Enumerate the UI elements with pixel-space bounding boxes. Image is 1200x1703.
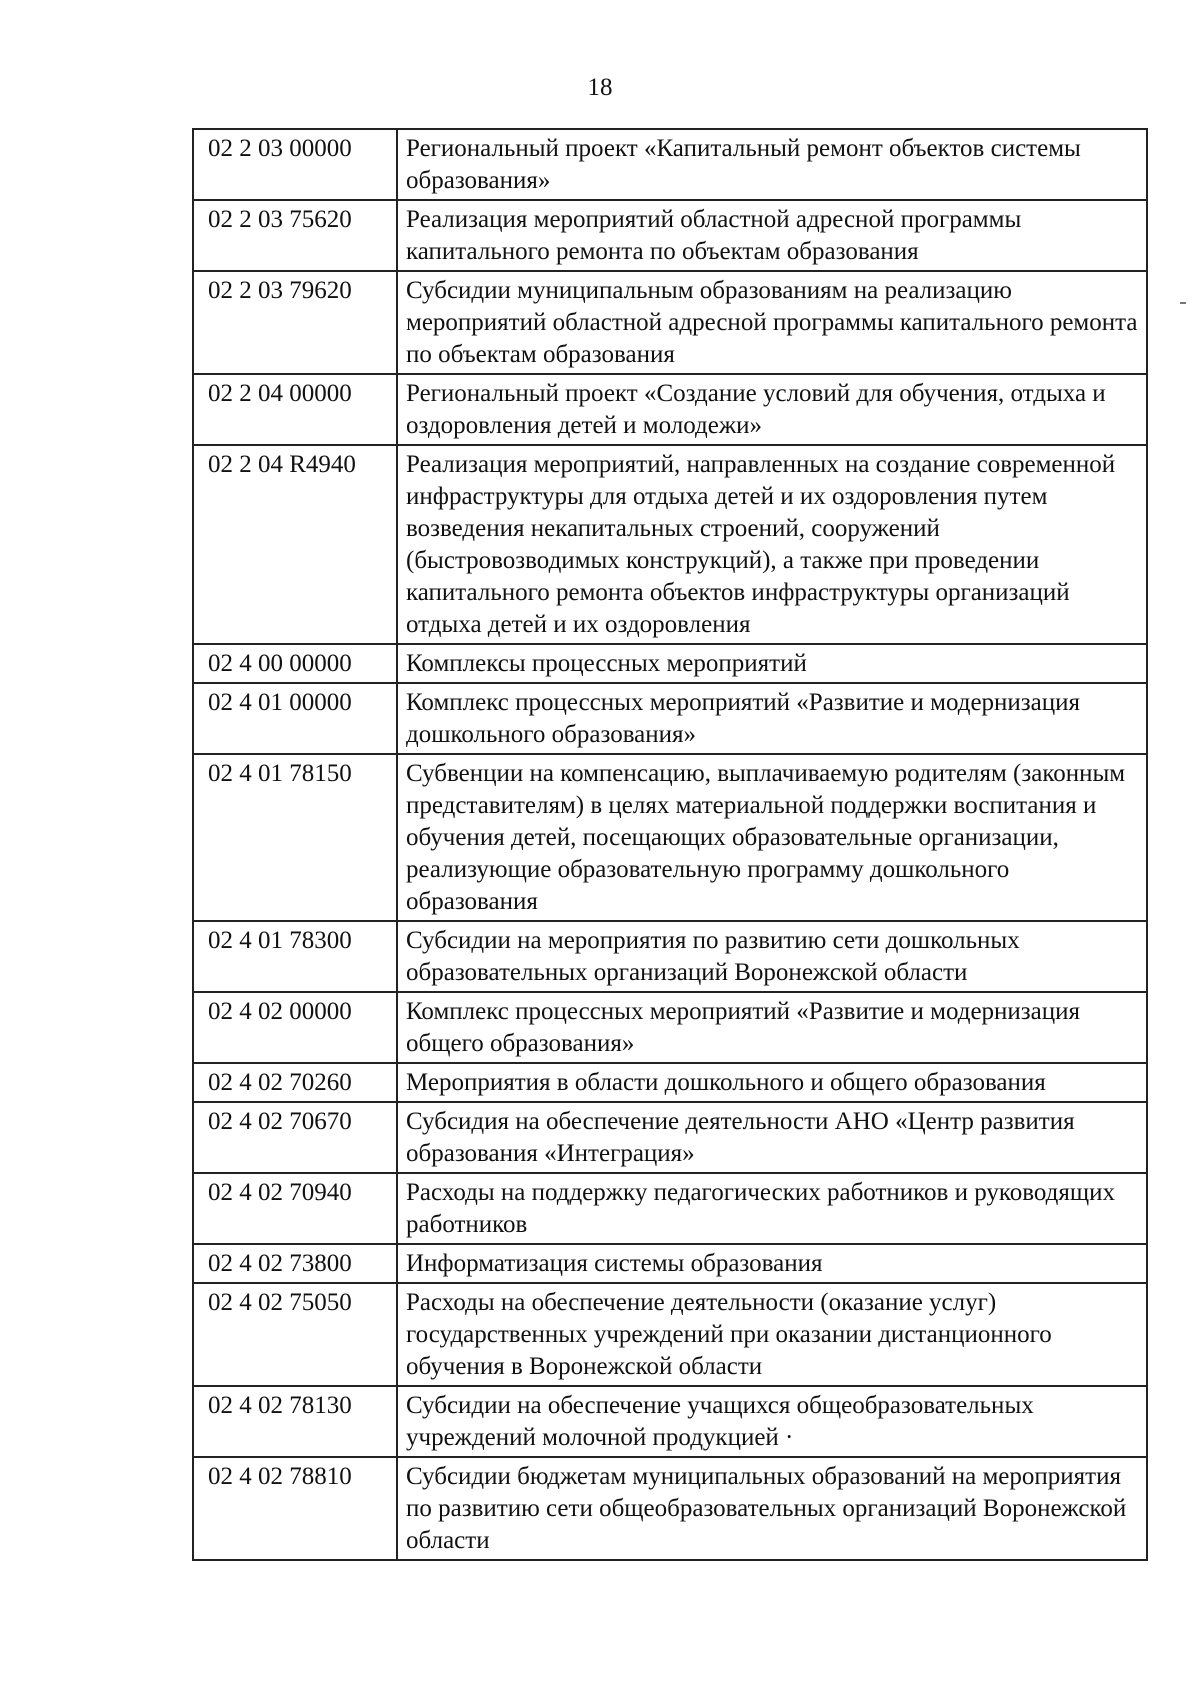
description-cell: Субсидия на обеспечение деятельности АНО «Центр развития образования «Интеграция» xyxy=(397,1102,1147,1173)
code-cell: 02 4 02 78130 xyxy=(193,1386,397,1457)
description-cell: Комплекс процессных мероприятий «Развитие и модернизация дошкольного образования» xyxy=(397,683,1147,754)
table-body xyxy=(193,129,1147,1560)
description-cell: Расходы на поддержку педагогических работников и руководящих работников xyxy=(397,1173,1147,1244)
code-cell: 02 4 02 70670 xyxy=(193,1102,397,1173)
budget-codes-table xyxy=(192,128,1148,1561)
code-cell: 02 4 01 00000 xyxy=(193,683,397,754)
table-row xyxy=(193,445,1147,644)
table-row xyxy=(193,1244,1147,1283)
code-cell: 02 2 04 00000 xyxy=(193,374,397,445)
description-cell: Расходы на обеспечение деятельности (оказание услуг) государственных учреждений при оказании дистанционного обучения в Воронежской области xyxy=(397,1283,1147,1386)
table-row xyxy=(193,129,1147,200)
code-cell: 02 4 01 78300 xyxy=(193,921,397,992)
table-row xyxy=(193,1386,1147,1457)
description-cell: Региональный проект «Капитальный ремонт объектов системы образования» xyxy=(397,129,1147,200)
code-cell: 02 2 03 00000 xyxy=(193,129,397,200)
code-cell: 02 4 02 75050 xyxy=(193,1283,397,1386)
description-cell: Субсидии муниципальным образованиям на реализацию мероприятий областной адресной программы капитального ремонта по объектам образования xyxy=(397,271,1147,374)
code-cell: 02 4 00 00000 xyxy=(193,644,397,683)
description-cell: Комплексы процессных мероприятий xyxy=(397,644,1147,683)
code-cell: 02 4 02 73800 xyxy=(193,1244,397,1283)
table-row xyxy=(193,200,1147,271)
stray-mark xyxy=(1180,302,1186,304)
description-cell: Субвенции на компенсацию, выплачиваемую родителям (законным представителям) в целях материальной поддержки воспитания и обучения детей, посещающих образовательные организации, реализующие образовательную программу дошкольного образования xyxy=(397,754,1147,921)
code-cell: 02 4 02 78810 xyxy=(193,1457,397,1560)
description-cell: Реализация мероприятий областной адресной программы капитального ремонта по объектам образования xyxy=(397,200,1147,271)
table-row xyxy=(193,992,1147,1063)
table-row xyxy=(193,1457,1147,1560)
page-number: 18 xyxy=(587,74,613,101)
description-cell: Мероприятия в области дошкольного и общего образования xyxy=(397,1063,1147,1102)
description-cell: Реализация мероприятий, направленных на создание современной инфраструктуры для отдыха детей и их оздоровления путем возведения некапитальных строений, сооружений (быстровозводимых конструкций), а также при проведении капитального ремонта объектов инфраструктуры организаций отдыха детей и их оздоровления xyxy=(397,445,1147,644)
code-cell: 02 2 03 75620 xyxy=(193,200,397,271)
code-cell: 02 4 02 00000 xyxy=(193,992,397,1063)
table-row xyxy=(193,271,1147,374)
table-row xyxy=(193,1063,1147,1102)
code-cell: 02 2 03 79620 xyxy=(193,271,397,374)
table-row xyxy=(193,374,1147,445)
description-cell: Региональный проект «Создание условий для обучения, отдыха и оздоровления детей и молодежи» xyxy=(397,374,1147,445)
table-row xyxy=(193,1102,1147,1173)
code-cell: 02 2 04 R4940 xyxy=(193,445,397,644)
description-cell: Комплекс процессных мероприятий «Развитие и модернизация общего образования» xyxy=(397,992,1147,1063)
table-row xyxy=(193,1173,1147,1244)
code-cell: 02 4 02 70260 xyxy=(193,1063,397,1102)
description-cell: Информатизация системы образования xyxy=(397,1244,1147,1283)
table-row xyxy=(193,644,1147,683)
table-row xyxy=(193,683,1147,754)
description-cell: Субсидии на мероприятия по развитию сети дошкольных образовательных организаций Воронежской области xyxy=(397,921,1147,992)
table-row xyxy=(193,1283,1147,1386)
code-cell: 02 4 01 78150 xyxy=(193,754,397,921)
description-cell: Субсидии бюджетам муниципальных образований на мероприятия по развитию сети общеобразовательных организаций Воронежской области xyxy=(397,1457,1147,1560)
code-cell: 02 4 02 70940 xyxy=(193,1173,397,1244)
table-row xyxy=(193,754,1147,921)
description-cell: Субсидии на обеспечение учащихся общеобразовательных учреждений молочной продукцией · xyxy=(397,1386,1147,1457)
table-row xyxy=(193,921,1147,992)
